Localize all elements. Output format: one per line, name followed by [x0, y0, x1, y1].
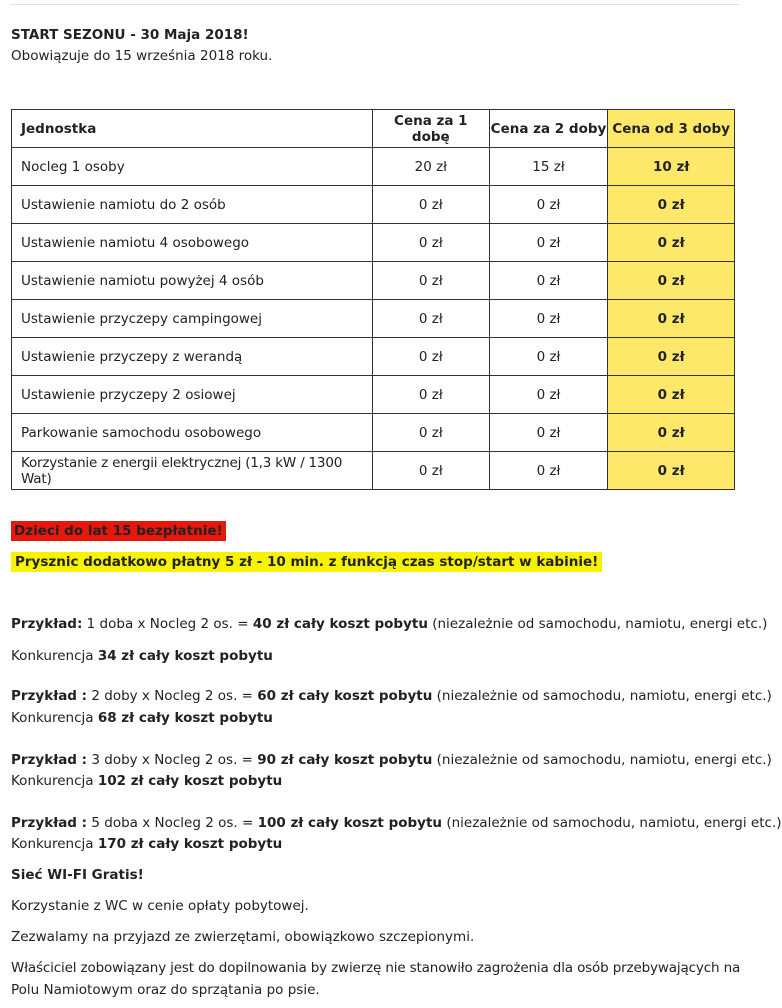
header-price-3: Cena od 3 doby — [608, 110, 735, 148]
pets-info: Zezwalamy na przyjazd ze zwierzętami, obowiązkowo szczepionymi. — [11, 929, 475, 945]
row-price-3: 0 zł — [608, 376, 735, 414]
table-row — [12, 224, 735, 262]
row-price-1: 0 zł — [372, 186, 489, 224]
top-divider — [10, 4, 739, 5]
row-unit: Ustawienie przyczepy 2 osiowej — [12, 376, 373, 414]
header-unit: Jednostka — [12, 110, 373, 148]
example-label: Przykład : — [11, 752, 88, 768]
row-price-2: 15 zł — [489, 148, 608, 186]
example-total: 40 zł cały koszt pobytu — [252, 616, 428, 632]
season-subtitle: Obowiązuje do 15 września 2018 roku. — [11, 48, 273, 64]
owner-info-line-2: Polu Namiotowym oraz do sprzątania po psie. — [11, 982, 320, 998]
header-price-1: Cena za 1 dobę — [372, 110, 489, 148]
competition-label: Konkurencja — [11, 648, 98, 664]
price-table — [11, 109, 735, 490]
row-price-1: 0 zł — [372, 376, 489, 414]
table-row — [12, 376, 735, 414]
competition-line — [11, 648, 273, 664]
example-desc: 1 doba x Nocleg 2 os. = — [82, 616, 253, 632]
example-note: (niezależnie od samochodu, namiotu, energi etc.) — [442, 815, 782, 831]
example-total: 90 zł cały koszt pobytu — [257, 752, 433, 768]
row-price-3: 0 zł — [608, 262, 735, 300]
competition-value: 68 zł cały koszt pobytu — [97, 710, 273, 726]
competition-label: Konkurencja — [11, 836, 98, 852]
competition-value: 170 zł cały koszt pobytu — [97, 836, 283, 852]
row-price-2: 0 zł — [489, 376, 608, 414]
example-note: (niezależnie od samochodu, namiotu, energi etc.) — [427, 616, 768, 632]
row-price-1: 0 zł — [372, 338, 489, 376]
row-price-2: 0 zł — [489, 414, 608, 452]
example-label: Przykład : — [11, 688, 88, 704]
example-label: Przykład : — [11, 815, 88, 831]
example-note: (niezależnie od samochodu, namiotu, energi etc.) — [432, 688, 772, 704]
example-label: Przykład: — [11, 616, 83, 632]
wifi-info: Sieć WI-FI Gratis! — [11, 867, 144, 883]
row-price-2: 0 zł — [489, 262, 608, 300]
row-price-1: 0 zł — [372, 262, 489, 300]
wc-info: Korzystanie z WC w cenie opłaty pobytowej. — [11, 898, 309, 914]
table-row — [12, 186, 735, 224]
example-desc: 2 doby x Nocleg 2 os. = — [87, 688, 258, 704]
row-price-1: 0 zł — [372, 224, 489, 262]
shower-notice: Prysznic dodatkowo płatny 5 zł - 10 min. z funkcją czas stop/start w kabinie! — [11, 552, 602, 572]
row-unit: Nocleg 1 osoby — [12, 148, 373, 186]
competition-line — [11, 836, 282, 852]
row-price-3: 10 zł — [608, 148, 735, 186]
example-total: 100 zł cały koszt pobytu — [257, 815, 443, 831]
row-price-2: 0 zł — [489, 186, 608, 224]
row-price-2: 0 zł — [489, 300, 608, 338]
row-price-1: 0 zł — [372, 414, 489, 452]
row-unit: Korzystanie z energii elektrycznej (1,3 kW / 1300 Wat) — [12, 452, 373, 490]
competition-value: 34 zł cały koszt pobytu — [97, 648, 273, 664]
row-price-3: 0 zł — [608, 452, 735, 490]
row-price-1: 0 zł — [372, 452, 489, 490]
example-desc: 3 doby x Nocleg 2 os. = — [87, 752, 258, 768]
row-price-3: 0 zł — [608, 300, 735, 338]
table-row — [12, 262, 735, 300]
row-unit: Ustawienie przyczepy z werandą — [12, 338, 373, 376]
row-price-2: 0 zł — [489, 452, 608, 490]
competition-label: Konkurencja — [11, 773, 98, 789]
table-row — [12, 338, 735, 376]
table-header-row — [12, 110, 735, 148]
example-note: (niezależnie od samochodu, namiotu, energi etc.) — [432, 752, 772, 768]
row-price-3: 0 zł — [608, 338, 735, 376]
header-price-2: Cena za 2 doby — [489, 110, 608, 148]
row-price-3: 0 zł — [608, 224, 735, 262]
competition-value: 102 zł cały koszt pobytu — [97, 773, 283, 789]
season-title: START SEZONU - 30 Maja 2018! — [11, 27, 249, 43]
kids-free-notice: Dzieci do lat 15 bezpłatnie! — [11, 521, 226, 541]
table-row — [12, 414, 735, 452]
table-row — [12, 452, 735, 490]
row-price-1: 0 zł — [372, 300, 489, 338]
competition-line — [11, 710, 273, 726]
row-price-2: 0 zł — [489, 224, 608, 262]
example-line — [11, 688, 772, 704]
row-unit: Ustawienie namiotu 4 osobowego — [12, 224, 373, 262]
example-line — [11, 815, 782, 831]
owner-info-line-1: Właściciel zobowiązany jest do dopilnowania by zwierzę nie stanowiło zagrożenia dla osób przebywających na — [11, 960, 741, 976]
row-price-3: 0 zł — [608, 414, 735, 452]
row-price-2: 0 zł — [489, 338, 608, 376]
row-unit: Parkowanie samochodu osobowego — [12, 414, 373, 452]
example-desc: 5 doba x Nocleg 2 os. = — [87, 815, 258, 831]
example-line — [11, 616, 767, 632]
competition-label: Konkurencja — [11, 710, 98, 726]
example-total: 60 zł cały koszt pobytu — [257, 688, 433, 704]
table-row — [12, 300, 735, 338]
competition-line — [11, 773, 282, 789]
row-price-1: 20 zł — [372, 148, 489, 186]
example-line — [11, 752, 772, 768]
row-unit: Ustawienie przyczepy campingowej — [12, 300, 373, 338]
row-unit: Ustawienie namiotu powyżej 4 osób — [12, 262, 373, 300]
table-row — [12, 148, 735, 186]
row-price-3: 0 zł — [608, 186, 735, 224]
row-unit: Ustawienie namiotu do 2 osób — [12, 186, 373, 224]
